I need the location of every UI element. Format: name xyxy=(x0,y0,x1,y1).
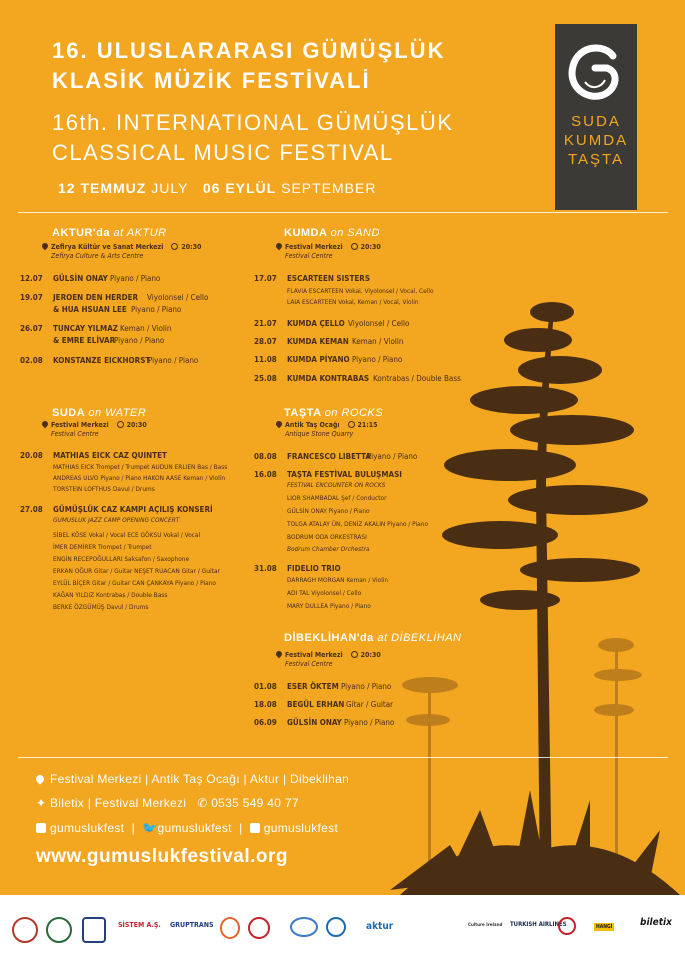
performer-line: BODRUM ODA ORKESTRASI xyxy=(287,533,367,541)
event-subtitle: FESTIVAL ENCOUNTER ON ROCKS xyxy=(287,481,386,489)
logo-word-suda: SUDA xyxy=(571,113,621,130)
title-english xyxy=(52,108,453,168)
event-row: 28.07 KUMDA KEMAN Keman / Violin xyxy=(254,337,404,346)
location-pin-icon xyxy=(275,650,283,658)
sponsor-icon xyxy=(558,917,576,935)
instagram-link[interactable]: gumuslukfest xyxy=(263,821,339,835)
phone-icon: ✆ xyxy=(197,796,212,810)
clock-icon xyxy=(351,651,358,658)
performer-line: KAĞAN YILDIZ Kontrabas / Double Bass xyxy=(53,591,168,599)
sponsor-icon xyxy=(248,917,270,939)
footer-venues: Festival Merkezi | Antik Taş Ocağı | Aktur | Dibeklihan xyxy=(36,772,349,786)
event-row: 12.07 GÜLSİN ONAY Piyano / Piano xyxy=(20,274,161,283)
phone-number[interactable]: 0535 549 40 77 xyxy=(211,796,299,810)
performer-line: ADI TAL Viyolonsel / Cello xyxy=(287,589,362,597)
performer-line: LAIA ESCARTEEN Vokal, Keman / Vocal, Violin xyxy=(287,298,419,306)
location-pin-icon xyxy=(41,420,49,428)
performer-line: ENGİN RECEPOĞULLARI Saksafon / Saxophone xyxy=(53,555,190,563)
title-tr-line-2: KLASİK MÜZİK FESTİVALİ xyxy=(52,68,371,93)
sponsor-logo: SİSTEM A.Ş. xyxy=(118,921,161,929)
sponsor-logo: Culture Ireland xyxy=(468,923,503,928)
twitter-icon[interactable]: 🐦 xyxy=(142,821,158,835)
location-pin-icon xyxy=(275,242,283,250)
venue-aktur-title: AKTUR'da at AKTUR xyxy=(52,227,167,239)
title-en-line-1: 16th. INTERNATIONAL GÜMÜŞLÜK xyxy=(52,110,454,135)
performer-line: FLAVIA ESCARTEEN Vokal, Viyolonsel / Vocal, Cello xyxy=(287,287,434,295)
venue-aktur-info: Zefirya Kültür ve Sanat Merkezi 20:30 Zefirya Culture & Arts Centre xyxy=(42,243,201,261)
performer-line: BERKE ÖZGÜMÜŞ Davul / Drums xyxy=(53,603,149,611)
sponsor-logo: TURKISH AIRLINES xyxy=(510,921,567,928)
event-row: 26.07 TUNCAY YILMAZ Keman / Violin & EMRE ELİVAR Piyano / Piano xyxy=(20,324,172,345)
event-subtitle: GUMUSLUK JAZZ CAMP OPENING CONCERT xyxy=(53,516,180,524)
performer-line: TORSTEIN LOFTHUS Davul / Drums xyxy=(53,485,155,493)
performer-line: DARRAGH MORGAN Keman / Violin xyxy=(287,576,389,584)
sponsor-logo: aktur xyxy=(366,921,394,932)
festival-logo xyxy=(555,24,637,210)
location-pin-icon xyxy=(275,420,283,428)
event-row: 31.08 FIDELIO TRIO xyxy=(254,564,341,573)
website-link[interactable]: www.gumuslukfestival.org xyxy=(36,846,289,867)
performer-line: ANDREAS ULVO Piyano / Piano HAKON AASE Keman / Violin xyxy=(53,474,226,482)
venue-kumda-info: Festival Merkezi 20:30 Festival Centre xyxy=(276,243,381,261)
twitter-link[interactable]: gumuslukfest xyxy=(157,821,232,835)
event-row: 02.08 KONSTANZE EICKHORST Piyano / Piano xyxy=(20,356,199,365)
date-end-en: SEPTEMBER xyxy=(281,180,377,196)
event-row: 27.08 GÜMÜŞLÜK CAZ KAMPI AÇILIŞ KONSERİ xyxy=(20,505,213,514)
emblem-icon xyxy=(46,917,72,943)
performer-line: ERKAN OĞUR Gitar / Guitar NEŞET RUACAN Gitar / Guitar xyxy=(53,567,220,575)
performer-line: MARY DULLEA Piyano / Piano xyxy=(287,602,371,610)
sponsor-icon xyxy=(220,917,240,939)
performer-line: LIOR SHAMBADAL Şef / Conductor xyxy=(287,494,387,502)
logo-word-kumda: KUMDA xyxy=(563,132,629,149)
clock-icon xyxy=(171,243,178,250)
venue-suda-info: Festival Merkezi 20:30 Festival Centre xyxy=(42,421,147,439)
performer-line: GÜLSİN ONAY Piyano / Piano xyxy=(287,507,370,515)
event-row: 01.08 ESER ÖKTEM Piyano / Piano xyxy=(254,682,392,691)
divider xyxy=(18,757,668,758)
venue-dibeklihan-title: DİBEKLİHAN'da at DİBEKLİHAN xyxy=(284,632,462,644)
event-row: 21.07 KUMDA ÇELLO Viyolonsel / Cello xyxy=(254,319,410,328)
footer-social: gumuslukfest | 🐦gumuslukfest | gumuslukfest xyxy=(36,821,338,835)
venue-dibeklihan-info: Festival Merkezi 20:30 Festival Centre xyxy=(276,651,381,669)
clock-icon xyxy=(348,421,355,428)
date-end: 06 EYLÜL xyxy=(202,180,277,196)
title-en-line-2: CLASSICAL MUSIC FESTIVAL xyxy=(52,140,394,165)
swirl-logo-icon xyxy=(565,38,627,108)
performer-line: Bodrum Chamber Orchestra xyxy=(287,545,370,553)
venue-tasta-info: Antik Taş Ocağı 21:15 Antique Stone Quarry xyxy=(276,421,378,439)
clock-icon xyxy=(351,243,358,250)
location-pin-icon xyxy=(41,242,49,250)
date-start: 12 TEMMUZ xyxy=(58,180,147,196)
venue-kumda-title: KUMDA on SAND xyxy=(284,227,380,239)
performer-line: SİBEL KÖSE Vokal / Vocal ECE GÖKSU Vokal / Vocal xyxy=(53,531,201,539)
event-row: 19.07 JEROEN DEN HERDER Viyolonsel / Cello & HUA HSUAN LEE Piyano / Piano xyxy=(20,293,209,314)
logo-word-tasta: TAŞTA xyxy=(567,151,625,168)
location-pin-icon xyxy=(34,773,45,784)
event-row: 11.08 KUMDA PİYANO Piyano / Piano xyxy=(254,355,403,364)
sponsor-logo: biletix xyxy=(640,917,672,928)
sponsor-logo: HANGİ xyxy=(596,924,613,930)
instagram-icon[interactable] xyxy=(250,823,260,833)
event-row: 16.08 TAŞTA FESTİVAL BULUŞMASI xyxy=(254,470,402,479)
emblem-icon xyxy=(82,917,106,943)
footer-tickets: ✦ Biletix | Festival Merkezi ✆ 0535 549 40 77 xyxy=(36,796,299,810)
sponsor-icon xyxy=(326,917,346,937)
performer-line: TOLGA ATALAY ÜN, DENİZ AKALIN Piyano / Piano xyxy=(287,520,429,528)
facebook-link[interactable]: gumuslukfest xyxy=(50,821,125,835)
sponsor-logo: GRUPTRANS xyxy=(170,921,214,929)
title-turkish xyxy=(52,36,445,96)
divider xyxy=(18,212,668,213)
sponsor-strip xyxy=(0,895,685,960)
facebook-icon[interactable] xyxy=(36,823,46,833)
festival-dates xyxy=(58,180,376,196)
event-row: 17.07 ESCARTEEN SISTERS xyxy=(254,274,371,283)
event-row: 25.08 KUMDA KONTRABAS Kontrabas / Double Bass xyxy=(254,374,461,383)
event-row: 08.08 FRANCESCO LIBETTA Piyano / Piano xyxy=(254,452,418,461)
event-row: 18.08 BEGÜL ERHAN Gitar / Guitar xyxy=(254,700,394,709)
sponsor-icon xyxy=(290,917,318,937)
venue-suda-title: SUDA on WATER xyxy=(52,407,147,419)
emblem-icon xyxy=(12,917,38,943)
performer-line: İMER DEMİRER Trompet / Trumpet xyxy=(53,543,152,551)
performer-line: EYLÜL BİÇER Gitar / Guitar CAN ÇANKAYA Piyano / Piano xyxy=(53,579,216,587)
venue-tasta-title: TAŞTA on ROCKS xyxy=(284,407,384,419)
title-tr-line-1: 16. ULUSLARARASI GÜMÜŞLÜK xyxy=(52,38,446,63)
ticket-icon: ✦ xyxy=(36,796,50,810)
clock-icon xyxy=(117,421,124,428)
date-start-en: JULY xyxy=(151,180,189,196)
performer-line: MATHIAS EICK Trompet / Trumpet AUDUN ERLIEN Bas / Bass xyxy=(53,463,228,471)
event-row: 20.08 MATHIAS EICK CAZ QUINTET xyxy=(20,451,167,460)
event-row: 06.09 GÜLSİN ONAY Piyano / Piano xyxy=(254,718,395,727)
